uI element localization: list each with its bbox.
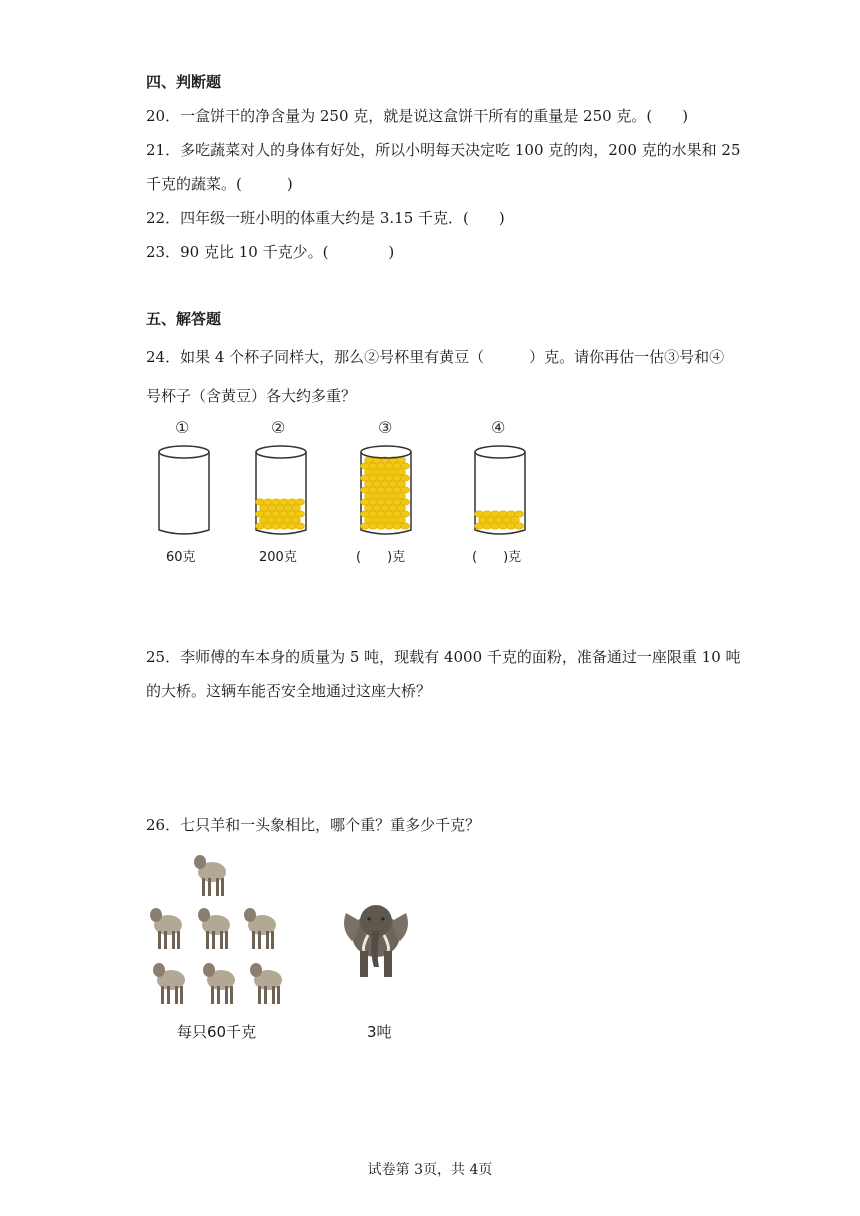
bean [389, 469, 398, 475]
bean [280, 511, 289, 517]
bean [296, 511, 305, 517]
sheep-image [199, 958, 239, 1008]
bean [288, 511, 297, 517]
question-25-line1: 25．李师傅的车本身的质量为 5 吨，现载有 4000 千克的面粉，准备通过一座限重 10 吨 [146, 648, 741, 666]
bean [288, 499, 297, 505]
bean [280, 499, 289, 505]
bean [361, 499, 370, 505]
sheep-image [194, 903, 234, 953]
bean [361, 487, 370, 493]
bean [256, 499, 265, 505]
bean [389, 481, 398, 487]
bean [393, 475, 402, 481]
cup-4-image [470, 442, 530, 538]
bean [385, 511, 394, 517]
bean [260, 517, 269, 523]
bean [381, 505, 390, 511]
bean [491, 511, 500, 517]
bean [264, 499, 273, 505]
section4-heading: 四、判断题 [146, 73, 222, 91]
bean [495, 517, 504, 523]
cup-3-label: ( )克 [356, 550, 406, 565]
bean [369, 487, 378, 493]
bean [373, 481, 382, 487]
bean [507, 523, 516, 529]
bean [365, 481, 374, 487]
bean [507, 511, 516, 517]
bean [280, 523, 289, 529]
cup-2-label: 200克 [259, 550, 297, 565]
bean [361, 511, 370, 517]
bean [401, 475, 410, 481]
bean [401, 499, 410, 505]
bean [361, 523, 370, 529]
bean [373, 469, 382, 475]
question-20: 20．一盒饼干的净含量为 250 克，就是说这盒饼干所有的重量是 250 克。( ) [146, 107, 689, 125]
bean [385, 463, 394, 469]
bean [385, 499, 394, 505]
bean [397, 505, 406, 511]
bean [365, 505, 374, 511]
cup-3-image [356, 442, 416, 538]
bean [377, 499, 386, 505]
bean [361, 463, 370, 469]
sheep-image [246, 958, 286, 1008]
sheep-image [190, 850, 230, 900]
sheep-image [149, 958, 189, 1008]
bean [483, 511, 492, 517]
bean [389, 517, 398, 523]
bean [365, 517, 374, 523]
question-24-line2: 号杯子（含黄豆）各大约多重？ [146, 387, 357, 405]
bean [373, 505, 382, 511]
elephant-image [338, 895, 414, 981]
bean [397, 481, 406, 487]
bean [503, 517, 512, 523]
bean [385, 523, 394, 529]
elephant-weight-label: 3吨 [367, 1023, 392, 1041]
bean [397, 469, 406, 475]
cup-1-label: 60克 [166, 550, 196, 565]
cup-3-number: ③ [378, 418, 393, 437]
bean [377, 511, 386, 517]
bean [381, 517, 390, 523]
bean [369, 511, 378, 517]
bean [377, 487, 386, 493]
bean [483, 523, 492, 529]
bean [389, 505, 398, 511]
bean [393, 523, 402, 529]
question-25-line2: 的大桥。这辆车能否安全地通过这座大桥？ [146, 682, 432, 700]
bean [276, 505, 285, 511]
bean [288, 523, 297, 529]
sheep-image [240, 903, 280, 953]
page-footer: 试卷第 3页，共 4页 [367, 1162, 493, 1178]
bean [272, 499, 281, 505]
bean [381, 481, 390, 487]
bean [475, 523, 484, 529]
bean [401, 511, 410, 517]
bean [393, 511, 402, 517]
sheep-weight-label: 每只60千克 [177, 1023, 257, 1041]
bean [401, 523, 410, 529]
bean [369, 475, 378, 481]
bean [292, 505, 301, 511]
question-26: 26．七只羊和一头象相比，哪个重？重多少千克？ [146, 816, 481, 834]
bean [475, 511, 484, 517]
bean [369, 523, 378, 529]
bean [377, 475, 386, 481]
bean [264, 523, 273, 529]
bean [393, 463, 402, 469]
bean [499, 511, 508, 517]
bean [256, 523, 265, 529]
bean [377, 463, 386, 469]
cup-4-number: ④ [491, 418, 506, 437]
question-23: 23．90 克比 10 千克少。( ) [146, 243, 395, 261]
bean [377, 523, 386, 529]
question-21-line1: 21．多吃蔬菜对人的身体有好处，所以小明每天决定吃 100 克的肉，200 克的水果和 25 [146, 141, 741, 159]
bean [365, 469, 374, 475]
cup-2-number: ② [271, 418, 286, 437]
bean [389, 493, 398, 499]
bean [511, 517, 520, 523]
bean [256, 511, 265, 517]
bean [479, 517, 488, 523]
bean [284, 505, 293, 511]
cup-1-number: ① [175, 418, 190, 437]
bean [373, 493, 382, 499]
bean [264, 511, 273, 517]
question-21-line2: 千克的蔬菜。( ) [146, 175, 293, 193]
cup-2-image [251, 442, 311, 538]
bean [296, 523, 305, 529]
bean [361, 475, 370, 481]
bean [385, 487, 394, 493]
bean [260, 505, 269, 511]
bean [401, 487, 410, 493]
bean [369, 499, 378, 505]
bean [499, 523, 508, 529]
bean [296, 499, 305, 505]
sheep-image [146, 903, 186, 953]
bean [515, 523, 524, 529]
bean [491, 523, 500, 529]
question-24-line1: 24．如果 4 个杯子同样大，那么②号杯里有黄豆（ ）克。请你再估一估③号和④ [146, 348, 725, 366]
bean [369, 463, 378, 469]
bean [292, 517, 301, 523]
bean [381, 469, 390, 475]
bean [385, 475, 394, 481]
bean [373, 517, 382, 523]
bean [284, 517, 293, 523]
bean [397, 517, 406, 523]
bean [272, 523, 281, 529]
bean [365, 493, 374, 499]
question-22: 22．四年级一班小明的体重大约是 3.15 千克．( ) [146, 209, 505, 227]
cup-1-image [154, 442, 214, 538]
bean [276, 517, 285, 523]
bean [393, 487, 402, 493]
bean [268, 517, 277, 523]
bean [272, 511, 281, 517]
bean [268, 505, 277, 511]
bean [393, 499, 402, 505]
section5-heading: 五、解答题 [146, 310, 222, 328]
bean [401, 463, 410, 469]
bean [487, 517, 496, 523]
bean [515, 511, 524, 517]
bean [397, 493, 406, 499]
bean [381, 493, 390, 499]
cup-4-label: ( )克 [472, 550, 522, 565]
